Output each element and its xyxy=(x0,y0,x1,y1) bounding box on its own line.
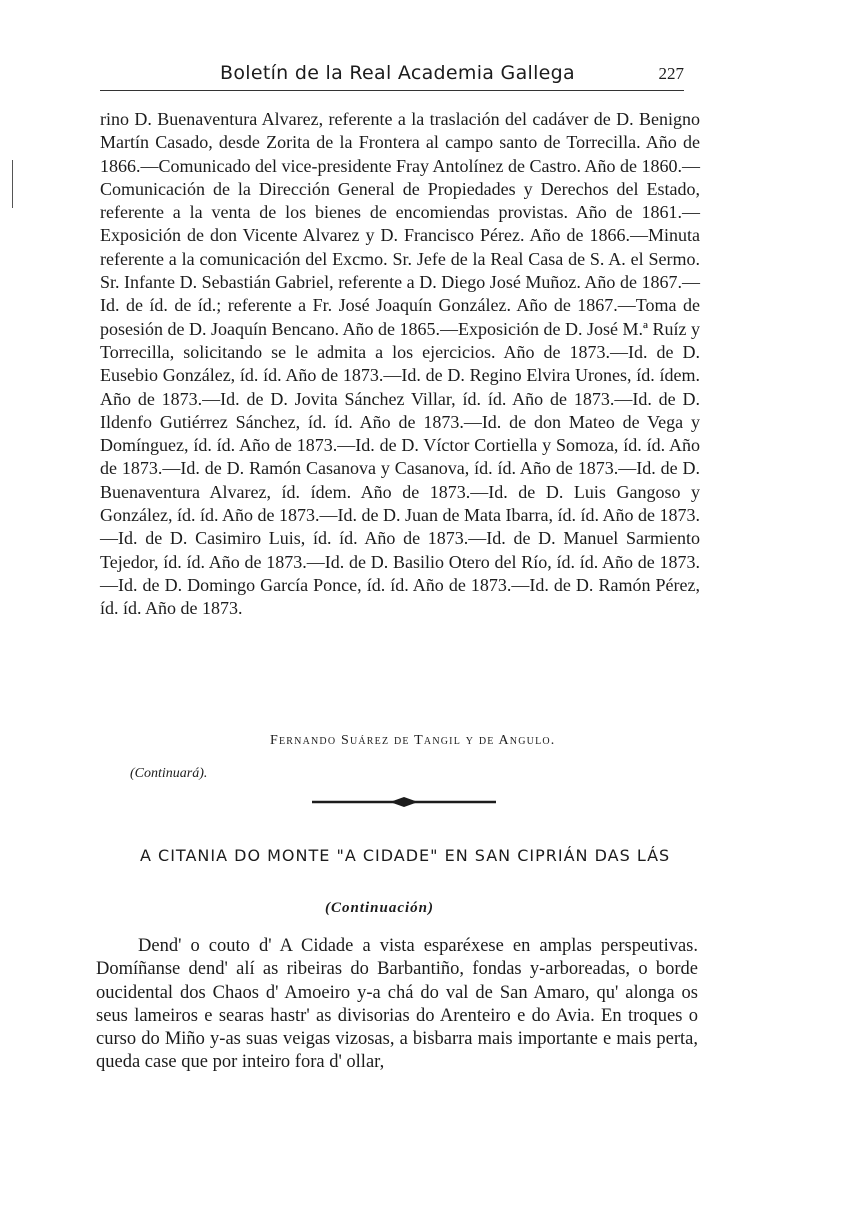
article-body-text: rino D. Buenaventura Alvarez, referente a la traslación del cadáver de D. Benigno Martín Casado, desde Zorita de la Frontera al campo santo de Torrecilla. Año de 1866.—Comunicado del vice-presidente Fray Antolínez de Castro. Año de 1860.—Comunicación de la Dirección General de Propiedades y Derechos del Estado, referente a la venta de los bienes de encomiendas provistas. Año de 1861.—Exposición de don Vicente Alvarez y D. Francisco Pérez. Año de 1866.—Minuta referente a la comunicación del Excmo. Sr. Jefe de la Real Casa de S. A. el Sermo. Sr. Infante D. Sebastián Gabriel, referente a D. Diego José Muñoz. Año de 1867.—Id. de íd. de íd.; referente a Fr. José Joaquín González. Año de 1867.—Toma de posesión de D. Joaquín Bencano. Año de 1865.—Exposición de D. José M.ª Ruíz y Torrecilla, solicitando se le admita a los ejercicios. Año de 1873.—Id. de D. Eusebio González, íd. íd. Año de 1873.—Id. de D. Regino Elvira Urones, íd. ídem. Año de 1873.—Id. de D. Jovita Sánchez Villar, íd. íd. Año de 1873.—Id. de D. Ildenfo Gutiérrez Sánchez, íd. íd. Año de 1873.—Id. de don Mateo de Vega y Domínguez, íd. íd. Año de 1873.—Id. de D. Víctor Cortiella y Somoza, íd. íd. Año de 1873.—Id. de D. Ramón Casanova y Casanova, íd. íd. Año de 1873.—Id. de D. Buenaventura Alvarez, íd. ídem. Año de 1873.—Id. de D. Luis Gangoso y González, íd. íd. Año de 1873.—Id. de D. Juan de Mata Ibarra, íd. íd. Año de 1873.—Id. de D. Casimiro Luis, íd. íd. Año de 1873.—Id. de D. Manuel Sarmiento Tejedor, íd. íd. Año de 1873.—Id. de D. Basilio Otero del Río, íd. íd. Año de 1873.—Id. de D. Domingo García Ponce, íd. íd. Año de 1873.—Id. de D. Ramón Pérez, íd. íd. Año de 1873. xyxy=(100,109,700,619)
journal-title: Boletín de la Real Academia Gallega xyxy=(220,62,575,84)
article-continuation xyxy=(100,108,700,621)
article-title: A CITANIA DO MONTE "A CIDADE" EN SAN CIPRIÁN DAS LÁS xyxy=(140,846,671,865)
running-header xyxy=(100,62,684,88)
margin-mark xyxy=(12,160,13,208)
header-rule xyxy=(100,90,684,91)
ornament-divider xyxy=(312,795,496,809)
article-body-text: Dend' o couto d' A Cidade a vista esparéxese en amplas perspeutivas. Domíñanse dend' alí as ribeiras do Barbantiño, fondas y-arboreadas, o borde oucidental dos Chaos d' Amoeiro y-a chá do val de San Amaro, qu' alonga os seus lameiros e searas hastr' as divisorias do Arenteiro e do Avia. En troques o curso do Miño y-as suas veigas vizosas, a bisbarra mais importante e mais perta, queda case que por inteiro fora d' ollar, xyxy=(96,936,698,1073)
continued-note: (Continuará). xyxy=(130,766,208,781)
article-body xyxy=(96,935,698,1075)
article-subtitle: (Continuación) xyxy=(325,900,435,916)
author-signature: Fernando Suárez de Tangil y de Angulo. xyxy=(270,733,556,748)
page-number: 227 xyxy=(658,64,684,83)
